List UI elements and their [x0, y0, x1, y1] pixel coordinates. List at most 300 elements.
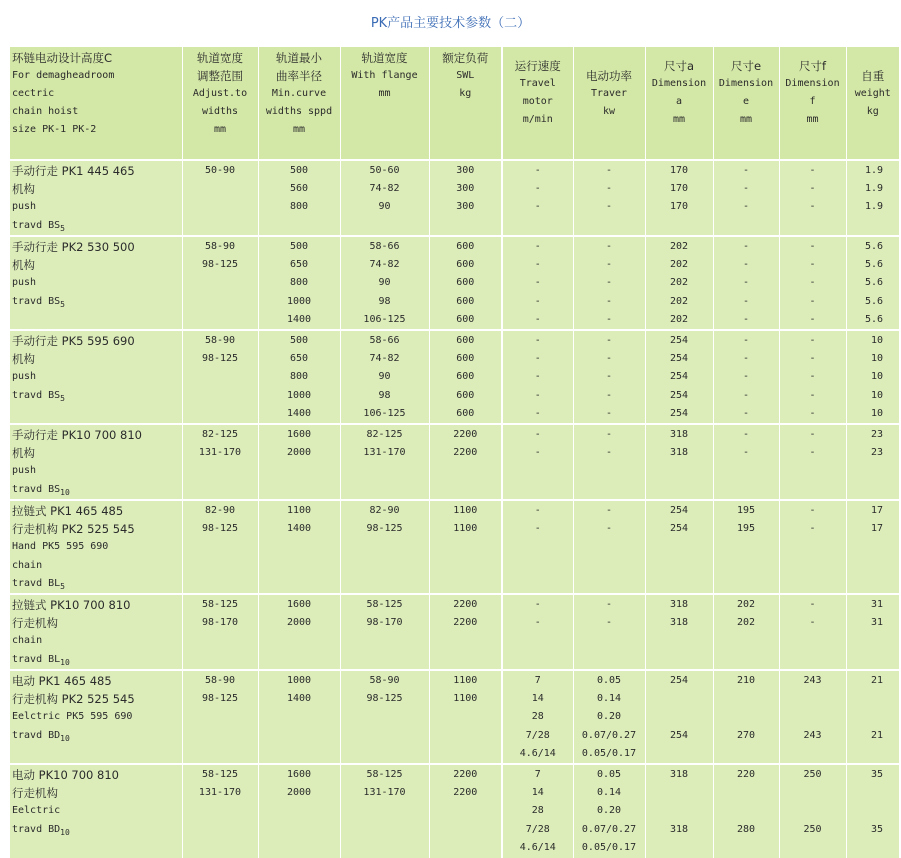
cell-line: 1600 [286, 769, 312, 780]
cell-swl [429, 500, 502, 594]
header-line: m/min [522, 114, 553, 125]
cell-speed [502, 594, 573, 670]
cell-line: - [809, 295, 816, 307]
cell-line [847, 745, 884, 763]
header-curve [258, 47, 340, 160]
cell-line [780, 708, 846, 726]
cell-line: travd $BD_{10}$ [12, 729, 70, 743]
cell-line: 254 [669, 523, 689, 535]
cell-line: 58-66 [369, 241, 400, 252]
cell-line: 254 [669, 371, 689, 383]
cell-line [646, 708, 713, 726]
cell-line: 300 [456, 183, 475, 195]
cell-line: - [534, 505, 541, 516]
cell-line: 1600 [286, 429, 312, 440]
cell-line: 1100 [453, 505, 478, 516]
cell-description [10, 594, 182, 670]
cell-line: - [809, 407, 816, 419]
header-speed [502, 47, 573, 160]
header-line: 轨道最小 [276, 51, 322, 65]
cell-curve [258, 330, 340, 424]
cell-line: - [534, 407, 541, 419]
cell-line: 21 [870, 675, 883, 686]
cell-line: travd $BS_5$ [12, 389, 65, 403]
cell-dim-e [713, 764, 779, 858]
cell-line [714, 690, 779, 708]
cell-line: - [534, 617, 541, 629]
cell-line: 98-125 [366, 693, 403, 705]
cell-line: 10 [870, 335, 883, 346]
header-line: mm [213, 124, 227, 135]
cell-line: - [605, 277, 613, 289]
cell-line: 23 [870, 447, 883, 459]
cell-line: - [742, 389, 750, 401]
header-line: kg [866, 106, 879, 117]
header-line: chain hoist [12, 106, 79, 117]
header-line: mm [806, 114, 819, 125]
cell-line [780, 839, 846, 857]
cell-line: 800 [289, 371, 309, 383]
cell-power [573, 424, 645, 500]
cell-line: 800 [289, 277, 309, 289]
cell-line: 318 [669, 823, 689, 835]
cell-line: - [809, 165, 816, 176]
cell-line: push [12, 201, 37, 213]
header-line: cectric [12, 88, 55, 99]
header-line: kw [602, 106, 616, 117]
cell-line: 31 [870, 617, 883, 629]
cell-line: - [742, 353, 750, 365]
cell-line [847, 708, 884, 726]
cell-dim-a [645, 424, 713, 500]
cell-adjust [182, 500, 258, 594]
cell-line: - [742, 183, 750, 195]
cell-line: 254 [669, 505, 689, 516]
cell-line: 手动行走 PK2 530 500 [12, 240, 135, 254]
cell-line: 行走机构 [12, 616, 58, 631]
cell-line: 机构 [12, 182, 35, 197]
cell-adjust [182, 594, 258, 670]
cell-curve [258, 160, 340, 236]
cell-line: 7 [534, 769, 541, 780]
cell-line: 58-125 [201, 599, 239, 610]
cell-line: - [809, 429, 816, 440]
cell-dim-a [645, 594, 713, 670]
header-dim-a [645, 47, 713, 160]
cell-swl [429, 670, 502, 764]
header-line: widths sppd [265, 106, 333, 117]
model-subscript: 5 [60, 581, 65, 591]
cell-line: 1000 [286, 675, 312, 686]
cell-line: 650 [289, 353, 309, 365]
cell-power [573, 160, 645, 236]
cell-line: 1600 [286, 599, 312, 610]
cell-line: 82-90 [204, 505, 236, 516]
cell-swl [429, 160, 502, 236]
cell-line: 650 [289, 259, 309, 271]
cell-line: - [605, 165, 613, 176]
cell-line: 131-170 [198, 787, 242, 799]
cell-description [10, 424, 182, 500]
cell-power [573, 594, 645, 670]
header-flange [340, 47, 429, 160]
cell-dim-f [779, 670, 846, 764]
header-line: a [675, 96, 683, 107]
cell-line: - [742, 295, 750, 307]
cell-line: 2200 [453, 429, 478, 440]
cell-line [847, 784, 884, 802]
cell-line: 318 [669, 769, 689, 780]
cell-line: 2200 [453, 599, 478, 610]
cell-line: - [605, 523, 613, 535]
cell-line: 1400 [286, 407, 312, 419]
cell-line: 74-82 [369, 183, 400, 195]
cell-line: 0.20 [596, 711, 622, 723]
cell-line: - [534, 165, 541, 176]
table-row [10, 500, 899, 594]
header-line: mm [672, 114, 686, 125]
cell-line: 318 [669, 447, 689, 459]
cell-line: - [809, 523, 816, 535]
cell-dim-a [645, 330, 713, 424]
cell-line: - [534, 429, 541, 440]
cell-line: 4.6/14 [519, 747, 556, 759]
cell-line: 600 [456, 407, 475, 419]
cell-line [646, 690, 713, 708]
cell-line: - [605, 335, 613, 346]
header-line: f [809, 96, 816, 107]
cell-line: 手动行走 PK1 445 465 [12, 164, 135, 178]
cell-line: - [534, 183, 541, 195]
cell-line: 机构 [12, 258, 35, 273]
cell-line: 0.07/0.27 [581, 823, 637, 835]
cell-dim-f [779, 160, 846, 236]
cell-line: - [809, 389, 816, 401]
cell-line: 195 [736, 505, 756, 516]
cell-line: 1.9 [864, 183, 883, 195]
cell-description [10, 764, 182, 858]
header-line: 尺寸f [798, 59, 827, 73]
cell-line: - [605, 353, 613, 365]
cell-adjust [182, 160, 258, 236]
cell-weight [846, 670, 899, 764]
cell-line: 5.6 [864, 313, 883, 325]
cell-line: 1100 [286, 505, 312, 516]
cell-line: 机构 [12, 352, 35, 367]
header-line: 曲率半径 [276, 69, 322, 83]
cell-line: 14 [531, 787, 544, 799]
cell-line [780, 802, 846, 820]
cell-line: 0.14 [596, 787, 622, 799]
cell-line: - [742, 313, 750, 325]
cell-line: 254 [669, 729, 689, 741]
cell-line: - [742, 371, 750, 383]
cell-line [847, 802, 884, 820]
cell-line: 10 [870, 407, 883, 419]
cell-dim-f [779, 330, 846, 424]
cell-dim-a [645, 670, 713, 764]
cell-dim-a [645, 236, 713, 330]
cell-flange [340, 670, 429, 764]
cell-line: 220 [736, 769, 756, 780]
cell-line: 202 [669, 295, 689, 307]
cell-line: - [534, 353, 541, 365]
cell-weight [846, 500, 899, 594]
cell-line: 0.07/0.27 [581, 729, 637, 741]
cell-line: - [605, 617, 613, 629]
header-line: 额定负荷 [442, 51, 489, 65]
cell-speed [502, 500, 573, 594]
cell-line: 手动行走 PK10 700 810 [12, 428, 142, 442]
cell-line: 202 [669, 259, 689, 271]
cell-dim-e [713, 594, 779, 670]
cell-line: 17 [870, 505, 883, 516]
cell-line: 600 [456, 295, 475, 307]
cell-speed [502, 330, 573, 424]
cell-line: 202 [669, 241, 689, 252]
cell-line: 74-82 [369, 259, 400, 271]
cell-speed [502, 424, 573, 500]
cell-line: - [605, 389, 613, 401]
cell-line: - [605, 295, 613, 307]
cell-dim-f [779, 594, 846, 670]
cell-description [10, 670, 182, 764]
cell-curve [258, 670, 340, 764]
cell-line: 254 [669, 389, 689, 401]
cell-line: chain [12, 635, 43, 647]
cell-line: 28 [531, 805, 544, 817]
cell-dim-f [779, 424, 846, 500]
cell-line: 5.6 [864, 259, 883, 271]
cell-line [646, 839, 713, 857]
cell-line: 300 [456, 165, 475, 176]
cell-line: 1100 [453, 675, 478, 686]
cell-curve [258, 764, 340, 858]
cell-line: 98 [378, 295, 391, 307]
table-row [10, 424, 899, 500]
cell-line: push [12, 277, 37, 289]
cell-line: 2000 [286, 447, 312, 459]
cell-line: 600 [456, 353, 475, 365]
table-row [10, 594, 899, 670]
cell-line: 14 [531, 693, 544, 705]
table-body [10, 160, 899, 858]
cell-line [780, 745, 846, 763]
header-line: weight [854, 88, 891, 99]
cell-line: - [605, 241, 613, 252]
cell-line: 90 [378, 277, 391, 289]
cell-line: 1000 [286, 389, 312, 401]
header-adjust [182, 47, 258, 160]
header-line: Traver [590, 88, 628, 99]
cell-dim-a [645, 764, 713, 858]
cell-dim-e [713, 330, 779, 424]
cell-line: 0.05/0.17 [581, 747, 637, 759]
header-swl [429, 47, 502, 160]
header-line: size PK-1 PK-2 [12, 124, 97, 135]
cell-line: 行走机构 PK2 525 545 [12, 692, 135, 707]
cell-line: 210 [736, 675, 756, 686]
cell-line: - [809, 353, 816, 365]
table-row [10, 236, 899, 330]
cell-line: 58-125 [366, 599, 403, 610]
cell-line: chain [12, 559, 43, 571]
cell-line: - [809, 201, 816, 213]
cell-line [714, 708, 779, 726]
cell-weight [846, 764, 899, 858]
cell-line: 7/28 [525, 729, 550, 741]
cell-dim-e [713, 236, 779, 330]
cell-line: travd $BS_5$ [12, 295, 65, 309]
cell-line: 131-170 [363, 787, 406, 799]
cell-power [573, 670, 645, 764]
cell-weight [846, 236, 899, 330]
cell-line: 98-125 [201, 353, 239, 365]
cell-line: 600 [456, 335, 475, 346]
cell-speed [502, 764, 573, 858]
cell-line [714, 839, 779, 857]
cell-line: - [809, 259, 816, 271]
header-line: motor [522, 96, 553, 107]
cell-power [573, 500, 645, 594]
model-subscript: 10 [60, 733, 70, 743]
cell-line: 2000 [286, 617, 312, 629]
cell-line: - [605, 201, 613, 213]
cell-line: - [742, 201, 750, 213]
cell-line: 28 [531, 711, 544, 723]
cell-line: - [534, 241, 541, 252]
cell-line: 82-125 [201, 429, 239, 440]
header-line: Dimension [718, 78, 774, 89]
header-line: widths [201, 106, 239, 117]
cell-line: 1100 [453, 693, 478, 705]
cell-flange [340, 424, 429, 500]
cell-line: 行走机构 [12, 786, 58, 801]
cell-line: 254 [669, 335, 689, 346]
cell-line: - [809, 183, 816, 195]
cell-line: 270 [736, 729, 756, 741]
cell-line: 1100 [453, 523, 478, 535]
cell-line: 10 [870, 371, 883, 383]
cell-line: 4.6/14 [519, 841, 556, 853]
cell-line: 58-90 [369, 675, 400, 686]
cell-line: - [534, 295, 541, 307]
cell-line: - [742, 335, 750, 346]
cell-line: Eelctric PK5 595 690 [12, 711, 133, 723]
cell-dim-e [713, 160, 779, 236]
cell-line [714, 784, 779, 802]
header-row [10, 47, 899, 160]
header-dim-e [713, 47, 779, 160]
cell-swl [429, 594, 502, 670]
cell-dim-e [713, 500, 779, 594]
cell-dim-a [645, 160, 713, 236]
cell-line: - [809, 447, 816, 459]
cell-line: 17 [870, 523, 883, 535]
cell-line [646, 802, 713, 820]
cell-line: 58-125 [201, 769, 239, 780]
cell-speed [502, 670, 573, 764]
header-line: Travel [519, 78, 556, 89]
header-line: 调整范围 [197, 69, 243, 83]
cell-line: 254 [669, 675, 689, 686]
cell-line: travd $BS_5$ [12, 219, 65, 233]
cell-curve [258, 424, 340, 500]
cell-dim-f [779, 236, 846, 330]
cell-weight [846, 160, 899, 236]
cell-line: - [742, 429, 750, 440]
cell-line: 1400 [286, 313, 312, 325]
cell-line: 0.05/0.17 [581, 841, 637, 853]
cell-dim-e [713, 670, 779, 764]
cell-flange [340, 594, 429, 670]
cell-weight [846, 424, 899, 500]
header-line: mm [378, 88, 391, 99]
cell-line: 10 [870, 389, 883, 401]
cell-line: 7/28 [525, 823, 550, 835]
cell-line: 98-125 [201, 693, 239, 705]
cell-line: 500 [289, 335, 309, 346]
cell-line: - [742, 407, 750, 419]
cell-line: - [605, 259, 613, 271]
cell-line: 电动 PK1 465 485 [12, 674, 112, 688]
cell-line: 31 [870, 599, 883, 610]
model-subscript: 5 [60, 299, 65, 309]
cell-line [646, 745, 713, 763]
cell-line [714, 802, 779, 820]
cell-line: 1400 [286, 523, 312, 535]
cell-line: 0.20 [596, 805, 622, 817]
cell-line: 82-125 [366, 429, 403, 440]
header-line: For demagheadroom [12, 70, 115, 81]
cell-line: 58-90 [204, 675, 236, 686]
header-line: mm [292, 124, 306, 135]
cell-swl [429, 330, 502, 424]
cell-line: 行走机构 PK2 525 545 [12, 522, 135, 537]
cell-line: 600 [456, 389, 475, 401]
cell-adjust [182, 670, 258, 764]
cell-line: - [534, 371, 541, 383]
cell-line: - [605, 371, 613, 383]
cell-weight [846, 330, 899, 424]
cell-power [573, 330, 645, 424]
cell-line: 7 [534, 675, 541, 686]
cell-line: - [742, 447, 750, 459]
cell-line: - [534, 599, 541, 610]
cell-line: 131-170 [198, 447, 242, 459]
header-power [573, 47, 645, 160]
cell-line: 202 [736, 599, 756, 610]
cell-power [573, 764, 645, 858]
cell-flange [340, 236, 429, 330]
table-row [10, 160, 899, 236]
cell-line: 0.05 [596, 675, 622, 686]
cell-line: 170 [669, 165, 689, 176]
cell-swl [429, 764, 502, 858]
cell-line: - [809, 505, 816, 516]
model-subscript: 5 [60, 223, 65, 233]
cell-line: 5.6 [864, 241, 883, 252]
cell-line: 拉链式 PK10 700 810 [12, 598, 131, 612]
cell-line: - [534, 277, 541, 289]
cell-line: 电动 PK10 700 810 [12, 768, 119, 782]
cell-line: 10 [870, 353, 883, 365]
cell-line: - [605, 447, 613, 459]
cell-line: 318 [669, 429, 689, 440]
cell-line: 318 [669, 617, 689, 629]
cell-line [847, 839, 884, 857]
cell-dim-f [779, 500, 846, 594]
